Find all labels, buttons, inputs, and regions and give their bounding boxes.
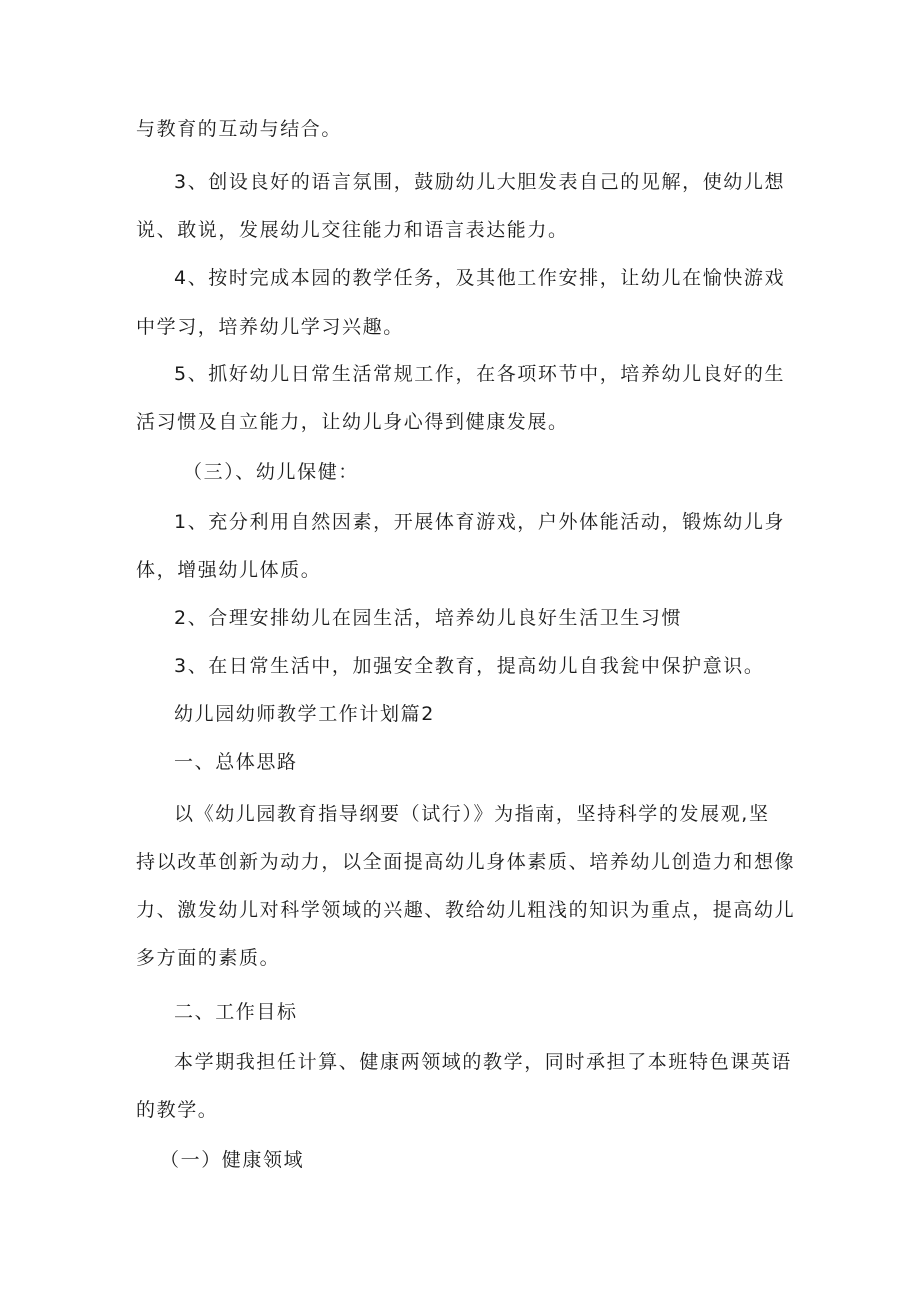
section-heading: （一）健康领域 bbox=[160, 1149, 305, 1171]
paragraph-line: 说、敢说，发展幼儿交往能力和语言表达能力。 bbox=[136, 219, 569, 241]
paragraph-line: 以《幼儿园教育指导纲要（试行）》为指南，坚持科学的发展观,坚 bbox=[174, 803, 770, 825]
paragraph-line: 1、充分利用自然因素，开展体育游戏，户外体能活动，锻炼幼儿身 bbox=[174, 511, 786, 533]
paragraph-line: 4、按时完成本园的教学任务，及其他工作安排，让幼儿在愉快游戏 bbox=[174, 267, 786, 289]
paragraph-line: 的教学。 bbox=[136, 1099, 219, 1121]
paragraph-line: 本学期我担任计算、健康两领域的教学，同时承担了本班特色课英语 bbox=[174, 1051, 793, 1073]
section-heading: 一、总体思路 bbox=[174, 751, 298, 773]
section-heading: 二、工作目标 bbox=[174, 1001, 298, 1023]
paragraph-line: 力、激发幼儿对科学领域的兴趣、教给幼儿粗浅的知识为重点，提高幼儿 bbox=[136, 899, 796, 921]
paragraph-line: 与教育的互动与结合。 bbox=[136, 118, 343, 140]
paragraph-line: 多方面的素质。 bbox=[136, 947, 281, 969]
paragraph-line: 3、创设良好的语言氛围，鼓励幼儿大胆发表自己的见解，使幼儿想 bbox=[174, 171, 786, 193]
paragraph-line: 活习惯及自立能力，让幼儿身心得到健康发展。 bbox=[136, 411, 569, 433]
paragraph-line: 体，增强幼儿体质。 bbox=[136, 559, 322, 581]
paragraph-line: 3、在日常生活中，加强安全教育，提高幼儿自我瓮中保护意识。 bbox=[174, 655, 765, 677]
paragraph-line: 2、合理安排幼儿在园生活，培养幼儿良好生活卫生习惯 bbox=[174, 607, 683, 629]
paragraph-line: 中学习，培养幼儿学习兴趣。 bbox=[136, 316, 404, 338]
section-heading: （三）、幼儿保健： bbox=[183, 461, 359, 483]
paragraph-line: 持以改革创新为动力，以全面提高幼儿身体素质、培养幼儿创造力和想像 bbox=[136, 851, 796, 873]
paragraph-line: 5、抓好幼儿日常生活常规工作，在各项环节中，培养幼儿良好的生 bbox=[174, 363, 786, 385]
document-title: 幼儿园幼师教学工作计划篇2 bbox=[174, 703, 435, 725]
